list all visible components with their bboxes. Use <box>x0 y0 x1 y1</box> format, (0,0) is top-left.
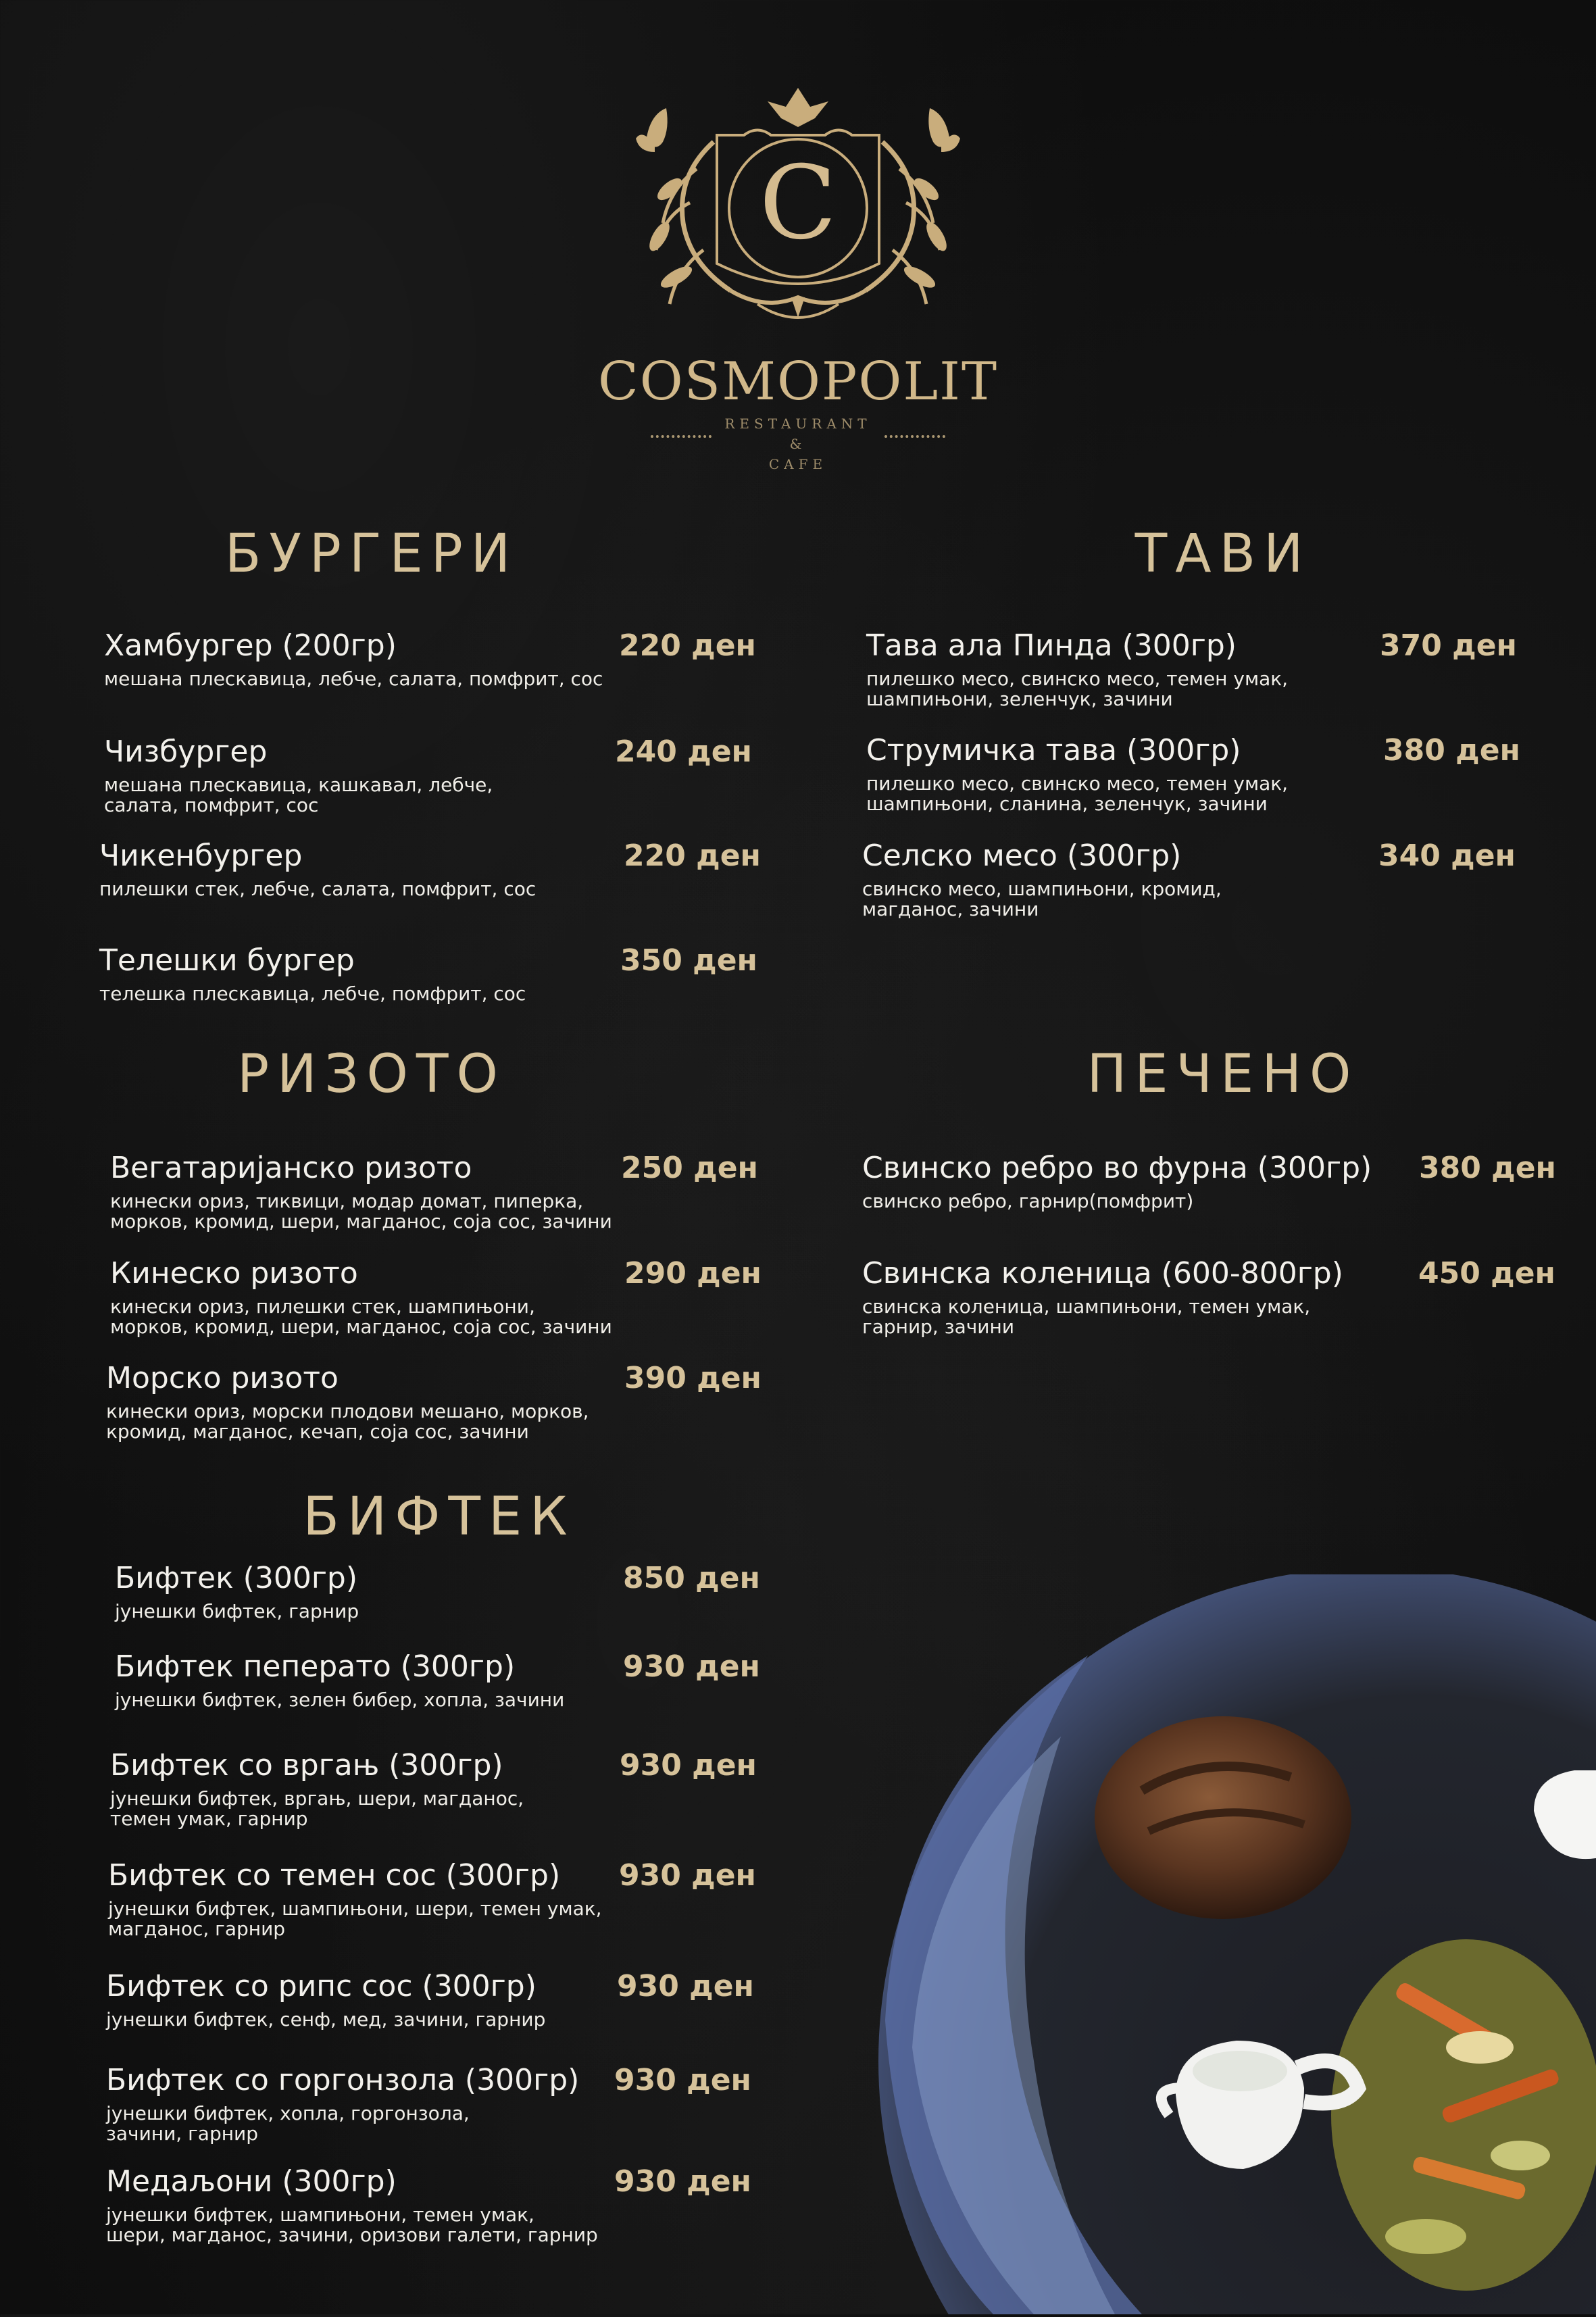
item-name: Струмичка тава (300гр) <box>866 733 1241 768</box>
item-price: 290 ден <box>624 1256 762 1291</box>
item-name: Вегатаријанско ризото <box>110 1151 472 1185</box>
item-price: 220 ден <box>619 628 756 663</box>
item-description: јунешки бифтек, шампињони, темен умак, шери, магданос, зачини, оризови галети, гарнир <box>106 2203 598 2246</box>
item-price: 240 ден <box>615 734 752 769</box>
brand-name: COSMOPOLIT <box>598 351 998 412</box>
item-name: Бифтек пеперато (300гр) <box>115 1649 516 1684</box>
item-description: кинески ориз, морски плодови мешано, морков, кромид, магданос, кечап, соја сос, зачини <box>106 1400 589 1443</box>
item-price: 380 ден <box>1383 733 1520 768</box>
section-title-tavi: ТАВИ <box>1134 524 1312 584</box>
item-name: Бифтек со рипс сос (300гр) <box>106 1969 537 2003</box>
item-name: Бифтек со вргањ (300гр) <box>110 1748 503 1783</box>
brand-sub-restaurant: RESTAURANT <box>724 416 872 432</box>
item-price: 220 ден <box>624 839 761 873</box>
item-name: Тава ала Пинда (300гр) <box>866 628 1237 663</box>
brand-sub-ampersand: & <box>789 436 807 452</box>
item-price: 930 ден <box>617 1969 754 2003</box>
item-description: кинески ориз, тиквици, модар домат, пиперка, морков, кромид, шери, магданос, соја сос, зачини <box>110 1190 612 1232</box>
item-name: Хамбургер (200гр) <box>104 628 397 663</box>
item-name: Бифтек со темен сос (300гр) <box>108 1858 561 1893</box>
item-price: 380 ден <box>1419 1151 1556 1185</box>
section-title-roast: ПЕЧЕНО <box>1087 1044 1360 1105</box>
item-price: 930 ден <box>620 1748 757 1783</box>
item-description: пилешко месо, свинско месо, темен умак, шампињони, зеленчук, зачини <box>866 668 1289 710</box>
item-price: 370 ден <box>1380 628 1517 663</box>
item-name: Свинско ребро во фурна (300гр) <box>862 1151 1372 1185</box>
item-price: 450 ден <box>1418 1256 1555 1291</box>
item-name: Телешки бургер <box>99 943 355 978</box>
item-price: 930 ден <box>619 1858 756 1893</box>
item-name: Чизбургер <box>104 734 268 769</box>
item-name: Кинеско ризото <box>110 1256 358 1291</box>
item-price: 850 ден <box>623 1561 760 1595</box>
item-description: јунешки бифтек, сенф, мед, зачини, гарнир <box>106 2008 546 2031</box>
item-description: јунешки бифтек, вргањ, шери, магданос, темен умак, гарнир <box>110 1787 524 1830</box>
steak-plate-photo <box>858 1574 1596 2314</box>
item-description: јунешки бифтек, зелен бибер, хопла, зачини <box>115 1689 565 1711</box>
logo-monogram: C <box>759 145 837 262</box>
item-description: кинески ориз, пилешки стек, шампињони, морков, кромид, шери, магданос, соја сос, зачини <box>110 1295 612 1338</box>
item-description: телешка плескавица, лебче, помфрит, сос <box>99 982 526 1005</box>
item-description: мешана плескавица, лебче, салата, помфрит, сос <box>104 668 603 690</box>
item-price: 930 ден <box>614 2063 751 2097</box>
item-name: Бифтек со горгонзола (300гр) <box>106 2063 580 2097</box>
item-description: пилешко месо, свинско месо, темен умак, шампињони, сланина, зеленчук, зачини <box>866 772 1289 815</box>
crest-emblem-icon <box>595 88 1001 338</box>
item-price: 930 ден <box>623 1649 760 1684</box>
item-description: јунешки бифтек, гарнир <box>115 1600 359 1622</box>
item-description: свинско месо, шампињони, кромид, магданос, зачини <box>862 878 1222 920</box>
item-name: Свинска коленица (600-800гр) <box>862 1256 1343 1291</box>
item-name: Селско месо (300гр) <box>862 839 1182 873</box>
item-name: Чикенбургер <box>99 839 303 873</box>
item-description: свинска коленица, шампињони, темен умак, гарнир, зачини <box>862 1295 1311 1338</box>
item-name: Морско ризото <box>106 1361 339 1395</box>
item-description: мешана плескавица, кашкавал, лебче, салата, помфрит, сос <box>104 774 493 816</box>
brand-sub-cafe: CAFE <box>768 456 828 472</box>
item-name: Медаљони (300гр) <box>106 2164 397 2199</box>
item-description: јунешки бифтек, шампињони, шери, темен умак, магданос, гарнир <box>108 1897 602 1940</box>
item-description: пилешки стек, лебче, салата, помфрит, сос <box>99 878 537 900</box>
item-price: 350 ден <box>620 943 757 978</box>
item-price: 250 ден <box>621 1151 758 1185</box>
section-title-burgers: БУРГЕРИ <box>224 524 519 584</box>
section-title-steak: БИФТЕК <box>303 1487 576 1547</box>
item-description: свинско ребро, гарнир(помфрит) <box>862 1190 1194 1212</box>
item-price: 930 ден <box>614 2164 751 2199</box>
restaurant-logo <box>595 88 1001 480</box>
section-title-risotto: РИЗОТО <box>237 1044 506 1105</box>
item-name: Бифтек (300гр) <box>115 1561 358 1595</box>
item-description: јунешки бифтек, хопла, горгонзола, зачини, гарнир <box>106 2102 470 2145</box>
item-price: 340 ден <box>1378 839 1516 873</box>
item-price: 390 ден <box>624 1361 762 1395</box>
